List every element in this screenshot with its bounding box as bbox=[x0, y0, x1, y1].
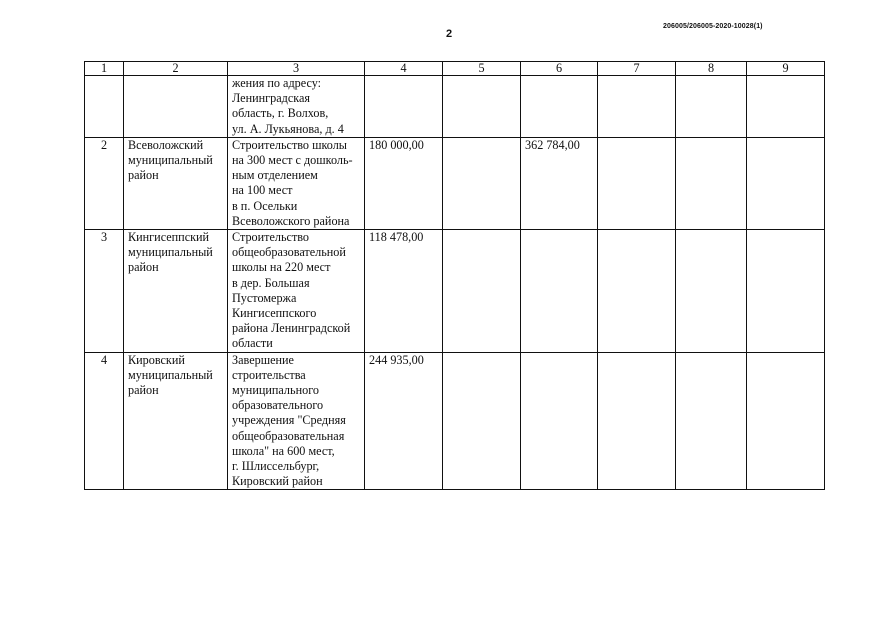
row-number bbox=[85, 76, 124, 138]
col6-cell bbox=[521, 230, 598, 353]
col9-cell bbox=[747, 230, 825, 353]
district-line: район bbox=[128, 383, 159, 398]
object-line: жения по адресу: bbox=[232, 76, 322, 90]
object-line: муниципального bbox=[232, 383, 319, 398]
object-line: строительства bbox=[232, 367, 306, 382]
object-cell bbox=[228, 352, 365, 490]
row-number: 4 bbox=[85, 352, 124, 490]
object-line: в дер. Большая bbox=[232, 275, 310, 290]
object-line: Пустомержа bbox=[232, 290, 297, 305]
column-header-7: 7 bbox=[598, 62, 676, 76]
col8-cell bbox=[676, 137, 747, 229]
object-line: ул. А. Лукьянова, д. 4 bbox=[232, 121, 344, 136]
column-header-6: 6 bbox=[521, 62, 598, 76]
col4-cell: 180 000,00 bbox=[365, 137, 443, 229]
object-line: Кировский район bbox=[232, 474, 323, 489]
object-line: области bbox=[232, 336, 273, 351]
col5-cell bbox=[443, 230, 521, 353]
object-line: на 300 мест с дошколь- bbox=[232, 153, 353, 168]
header-row bbox=[85, 62, 825, 76]
district-line: муниципальный bbox=[128, 153, 213, 168]
object-cell bbox=[228, 137, 365, 229]
col4-cell bbox=[365, 76, 443, 138]
object-line: Завершение bbox=[232, 352, 294, 367]
district-line: Всеволожский bbox=[128, 137, 204, 152]
col6-cell: 362 784,00 bbox=[521, 137, 598, 229]
col8-cell bbox=[676, 230, 747, 353]
col4-cell: 244 935,00 bbox=[365, 352, 443, 490]
district-line: муниципальный bbox=[128, 367, 213, 382]
object-line: учреждения "Средняя bbox=[232, 413, 346, 428]
object-line: района Ленинградской bbox=[232, 321, 351, 336]
district-cell bbox=[124, 352, 228, 490]
data-table bbox=[84, 61, 825, 490]
col5-cell bbox=[443, 76, 521, 138]
page-number: 2 bbox=[446, 28, 453, 40]
col6-cell bbox=[521, 76, 598, 138]
col4-cell: 118 478,00 bbox=[365, 230, 443, 353]
district-cell bbox=[124, 137, 228, 229]
object-line: в п. Осельки bbox=[232, 198, 298, 213]
col9-cell bbox=[747, 352, 825, 490]
object-line: на 100 мест bbox=[232, 183, 293, 198]
column-header-5: 5 bbox=[443, 62, 521, 76]
column-header-4: 4 bbox=[365, 62, 443, 76]
object-line: образовательного bbox=[232, 398, 324, 413]
column-header-8: 8 bbox=[676, 62, 747, 76]
col5-cell bbox=[443, 352, 521, 490]
column-header-1: 1 bbox=[85, 62, 124, 76]
table-row bbox=[85, 137, 825, 229]
object-line: Кингисеппского bbox=[232, 306, 317, 321]
object-cell bbox=[228, 76, 365, 138]
district-line: муниципальный bbox=[128, 245, 213, 260]
table-row bbox=[85, 230, 825, 353]
document-id: 206005/206005-2020-10028(1) bbox=[663, 23, 763, 30]
col7-cell bbox=[598, 352, 676, 490]
object-line: область, г. Волхов, bbox=[232, 106, 329, 121]
col7-cell bbox=[598, 76, 676, 138]
district-line: район bbox=[128, 260, 159, 275]
district-line: Кировский bbox=[128, 352, 185, 367]
col8-cell bbox=[676, 352, 747, 490]
table-row bbox=[85, 76, 825, 138]
object-line: Строительство bbox=[232, 230, 310, 245]
column-header-2: 2 bbox=[124, 62, 228, 76]
col7-cell bbox=[598, 230, 676, 353]
district-cell bbox=[124, 230, 228, 353]
district-line: район bbox=[128, 168, 159, 183]
col9-cell bbox=[747, 137, 825, 229]
column-header-9: 9 bbox=[747, 62, 825, 76]
district-line: Кингисеппский bbox=[128, 230, 210, 245]
object-line: общеобразовательная bbox=[232, 428, 345, 443]
object-line: ным отделением bbox=[232, 168, 318, 183]
col9-cell bbox=[747, 76, 825, 138]
row-number: 3 bbox=[85, 230, 124, 353]
object-line: Строительство школы bbox=[232, 137, 347, 152]
object-line: общеобразовательной bbox=[232, 245, 346, 260]
row-number: 2 bbox=[85, 137, 124, 229]
column-header-3: 3 bbox=[228, 62, 365, 76]
object-line: Ленинградская bbox=[232, 91, 311, 106]
object-line: школы на 220 мест bbox=[232, 260, 331, 275]
col5-cell bbox=[443, 137, 521, 229]
col7-cell bbox=[598, 137, 676, 229]
col6-cell bbox=[521, 352, 598, 490]
col8-cell bbox=[676, 76, 747, 138]
object-line: г. Шлиссельбург, bbox=[232, 459, 320, 474]
object-line: школа" на 600 мест, bbox=[232, 443, 335, 458]
district-cell bbox=[124, 76, 228, 138]
table-row bbox=[85, 352, 825, 490]
object-line: Всеволожского района bbox=[232, 213, 350, 228]
object-cell bbox=[228, 230, 365, 353]
